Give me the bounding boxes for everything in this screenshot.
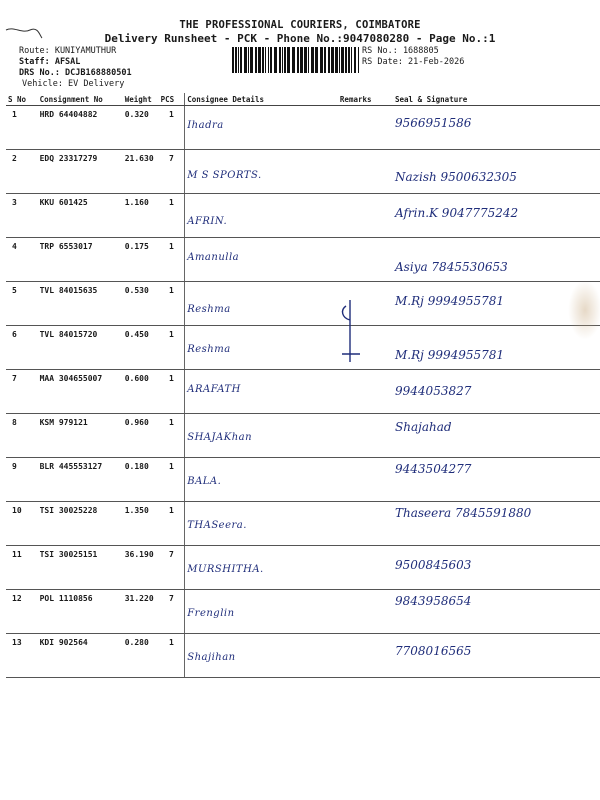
- row-pcs-cell: [159, 326, 185, 370]
- row-consignee: SHAJAKhan: [187, 432, 253, 443]
- row-pcs-cell: [159, 370, 185, 414]
- row-weight-cell: [123, 326, 159, 370]
- col-consignee: Consignee Details: [185, 93, 338, 106]
- row-consignment-no-cell: [38, 326, 123, 370]
- barcode-bar: [345, 47, 347, 73]
- row-sno: 1: [12, 110, 17, 119]
- row-weight: 36.190: [124, 550, 154, 559]
- row-sno: 7: [12, 374, 17, 383]
- row-pcs: 1: [168, 638, 174, 647]
- row-consignment-no-cell: [38, 106, 123, 150]
- barcode-bar: [297, 47, 299, 73]
- table-row: [6, 194, 600, 238]
- barcode-bar: [341, 47, 344, 73]
- row-pcs: 1: [168, 198, 174, 207]
- row-consignment-no: TVL 84015720: [39, 330, 98, 339]
- row-pcs-cell: [159, 150, 185, 194]
- row-signature-cell: [393, 546, 600, 590]
- row-sno-cell: [6, 238, 38, 282]
- barcode-image: [232, 47, 360, 73]
- row-remarks-cell: [338, 546, 393, 590]
- row-weight-cell: [123, 634, 159, 678]
- row-sno: 5: [12, 286, 17, 295]
- route-label: Route: KUNIYAMUTHUR: [19, 46, 117, 56]
- barcode-bar: [238, 47, 239, 73]
- row-remarks-cell: [338, 194, 393, 238]
- row-consignee-cell: [185, 106, 338, 150]
- row-pcs: 1: [168, 374, 174, 383]
- row-consignment-no-cell: [38, 546, 123, 590]
- vehicle-label: Vehicle: EV Delivery: [22, 79, 125, 89]
- row-weight-cell: [123, 282, 159, 326]
- row-consignment-no-cell: [38, 370, 123, 414]
- row-consignee-cell: [185, 238, 338, 282]
- table-row: [6, 150, 600, 194]
- row-pcs-cell: [159, 634, 185, 678]
- col-remarks: Remarks: [338, 93, 393, 106]
- row-pcs-cell: [159, 106, 185, 150]
- table-row: [6, 282, 600, 326]
- row-signature: 9443504277: [395, 462, 472, 476]
- row-consignment-no: KSM 979121: [39, 418, 88, 427]
- row-signature: 7708016565: [395, 644, 472, 658]
- row-consignee: AFRIN.: [187, 216, 228, 227]
- row-weight-cell: [123, 502, 159, 546]
- row-remarks-cell: [338, 590, 393, 634]
- table-row: [6, 106, 600, 150]
- row-consignee-cell: [185, 326, 338, 370]
- barcode-bar: [287, 47, 290, 73]
- row-signature-cell: [393, 370, 600, 414]
- table-row: [6, 634, 600, 678]
- col-consignment: Consignment No: [38, 93, 123, 106]
- row-weight-cell: [123, 458, 159, 502]
- col-signature: Seal & Signature: [393, 93, 600, 106]
- barcode-bar: [358, 47, 359, 73]
- rs-date: RS Date: 21-Feb-2026: [362, 57, 465, 67]
- row-consignment-no: POL 1110856: [39, 594, 93, 603]
- row-signature: 9500845603: [395, 558, 472, 572]
- row-consignment-no: TRP 6553017: [39, 242, 93, 251]
- row-pcs-cell: [159, 458, 185, 502]
- row-weight-cell: [123, 194, 159, 238]
- row-consignment-no: TVL 84015635: [39, 286, 98, 295]
- row-signature: Afrin.K 9047775242: [395, 206, 519, 220]
- barcode-bar: [331, 47, 334, 73]
- remarks-bracket-mark: [336, 296, 366, 366]
- row-pcs: 1: [168, 242, 174, 251]
- row-weight-cell: [123, 106, 159, 150]
- barcode-bar: [304, 47, 307, 73]
- row-signature-cell: [393, 194, 600, 238]
- row-consignee-cell: [185, 194, 338, 238]
- row-signature-cell: [393, 238, 600, 282]
- row-consignment-no: TSI 30025228: [39, 506, 98, 515]
- row-sno-cell: [6, 194, 38, 238]
- col-sno: S No: [6, 93, 38, 106]
- row-consignment-no: EDQ 23317279: [39, 154, 98, 163]
- row-consignee: MURSHITHA.: [187, 564, 264, 575]
- row-consignee-cell: [185, 590, 338, 634]
- row-consignment-no: HRD 64404882: [39, 110, 98, 119]
- row-pcs: 7: [168, 550, 174, 559]
- barcode-bar: [270, 47, 272, 73]
- barcode-bar: [320, 47, 323, 73]
- row-consignment-no: KKU 601425: [39, 198, 88, 207]
- row-pcs: 1: [168, 462, 174, 471]
- row-signature-cell: [393, 634, 600, 678]
- row-pcs-cell: [159, 546, 185, 590]
- row-sno: 2: [12, 154, 17, 163]
- table-header-row: [6, 93, 600, 106]
- row-remarks-cell: [338, 370, 393, 414]
- row-signature: Nazish 9500632305: [395, 170, 517, 184]
- row-sno: 4: [12, 242, 17, 251]
- row-weight-cell: [123, 414, 159, 458]
- row-weight: 0.320: [124, 110, 149, 119]
- row-pcs: 1: [168, 286, 174, 295]
- row-weight: 31.220: [124, 594, 154, 603]
- row-signature: Shajahad: [395, 420, 452, 434]
- row-signature-cell: [393, 150, 600, 194]
- row-consignment-no: TSI 30025151: [39, 550, 98, 559]
- row-remarks-cell: [338, 106, 393, 150]
- row-consignment-no-cell: [38, 282, 123, 326]
- barcode-bar: [248, 47, 249, 73]
- row-sno: 12: [12, 594, 22, 603]
- table-row: [6, 502, 600, 546]
- table-row: [6, 458, 600, 502]
- row-pcs-cell: [159, 238, 185, 282]
- row-consignee: Amanulla: [187, 252, 240, 263]
- row-consignee-cell: [185, 370, 338, 414]
- row-signature-cell: [393, 502, 600, 546]
- row-sno: 10: [12, 506, 22, 515]
- barcode-bar: [279, 47, 281, 73]
- row-signature: 9944053827: [395, 384, 472, 398]
- row-consignee-cell: [185, 150, 338, 194]
- row-pcs: 7: [168, 154, 174, 163]
- row-sno-cell: [6, 634, 38, 678]
- row-weight-cell: [123, 238, 159, 282]
- row-pcs-cell: [159, 590, 185, 634]
- row-sno: 3: [12, 198, 17, 207]
- row-signature-cell: [393, 106, 600, 150]
- row-sno-cell: [6, 590, 38, 634]
- row-weight: 0.175: [124, 242, 149, 251]
- barcode-bar: [348, 47, 350, 73]
- barcode-bar: [258, 47, 261, 73]
- row-consignment-no: KDI 902564: [39, 638, 88, 647]
- row-weight: 0.600: [124, 374, 149, 383]
- row-sno-cell: [6, 414, 38, 458]
- barcode-bar: [308, 47, 309, 73]
- barcode-bar: [300, 47, 303, 73]
- row-consignee: Ihadra: [187, 120, 224, 131]
- row-consignee-cell: [185, 414, 338, 458]
- table-row: [6, 590, 600, 634]
- row-consignment-no: BLR 445553127: [39, 462, 103, 471]
- row-consignment-no: MAA 304655007: [39, 374, 103, 383]
- row-remarks-cell: [338, 414, 393, 458]
- row-remarks-cell: [338, 458, 393, 502]
- barcode-bar: [244, 47, 247, 73]
- row-pcs: 1: [168, 506, 174, 515]
- row-weight: 1.350: [124, 506, 149, 515]
- row-sno-cell: [6, 326, 38, 370]
- row-weight: 0.960: [124, 418, 149, 427]
- barcode-bar: [335, 47, 338, 73]
- row-pcs-cell: [159, 502, 185, 546]
- barcode-bar: [328, 47, 330, 73]
- row-consignee: THASeera.: [187, 520, 247, 531]
- row-consignee: ARAFATH: [187, 384, 241, 395]
- barcode-bar: [232, 47, 234, 73]
- row-pcs: 7: [168, 594, 174, 603]
- row-consignment-no-cell: [38, 458, 123, 502]
- row-sno-cell: [6, 150, 38, 194]
- row-signature: 9566951586: [395, 116, 472, 130]
- barcode-bar: [250, 47, 253, 73]
- table-row: [6, 326, 600, 370]
- row-consignee: Shajihan: [187, 652, 236, 663]
- row-signature-cell: [393, 590, 600, 634]
- row-signature-cell: [393, 458, 600, 502]
- drs-number: DRS No.: DCJB168880501: [19, 68, 132, 78]
- table-row: [6, 414, 600, 458]
- runsheet-table: [6, 93, 600, 678]
- row-weight: 0.280: [124, 638, 149, 647]
- row-weight: 0.530: [124, 286, 149, 295]
- row-sno-cell: [6, 458, 38, 502]
- row-consignment-no-cell: [38, 194, 123, 238]
- row-signature: M.Rj 9994955781: [395, 294, 505, 308]
- row-signature: Thaseera 7845591880: [395, 506, 532, 520]
- barcode-bar: [311, 47, 314, 73]
- row-weight: 0.180: [124, 462, 149, 471]
- row-sno: 13: [12, 638, 22, 647]
- row-sno-cell: [6, 502, 38, 546]
- table-row: [6, 370, 600, 414]
- barcode-bar: [235, 47, 237, 73]
- row-pcs-cell: [159, 282, 185, 326]
- row-consignment-no-cell: [38, 590, 123, 634]
- row-consignment-no-cell: [38, 238, 123, 282]
- row-consignee: BALA.: [187, 476, 222, 487]
- runsheet-subtitle: Delivery Runsheet - PCK - Phone No.:9047080280 - Page No.:1: [104, 32, 496, 45]
- col-pcs: PCS: [159, 93, 185, 106]
- corner-scribble: [4, 24, 44, 44]
- row-weight-cell: [123, 370, 159, 414]
- barcode-bar: [282, 47, 283, 73]
- row-consignment-no-cell: [38, 414, 123, 458]
- barcode-bar: [284, 47, 286, 73]
- row-consignee: M S SPORTS.: [187, 170, 262, 181]
- row-consignee-cell: [185, 282, 338, 326]
- row-weight-cell: [123, 150, 159, 194]
- row-pcs: 1: [168, 110, 174, 119]
- row-weight: 1.160: [124, 198, 149, 207]
- row-consignee: Frenglin: [187, 608, 235, 619]
- rs-number: RS No.: 1688805: [362, 46, 439, 56]
- barcode-bar: [315, 47, 318, 73]
- col-weight: Weight: [123, 93, 159, 106]
- row-weight-cell: [123, 590, 159, 634]
- row-sno: 9: [12, 462, 17, 471]
- row-consignee: Reshma: [187, 304, 231, 315]
- row-consignee-cell: [185, 546, 338, 590]
- row-sno-cell: [6, 106, 38, 150]
- row-sno: 6: [12, 330, 17, 339]
- row-consignee-cell: [185, 458, 338, 502]
- barcode-bar: [268, 47, 269, 73]
- row-pcs: 1: [168, 418, 174, 427]
- row-sno: 11: [12, 550, 22, 559]
- staff-label: Staff: AFSAL: [19, 57, 81, 67]
- barcode-bar: [255, 47, 257, 73]
- row-weight-cell: [123, 546, 159, 590]
- barcode-bar: [292, 47, 295, 73]
- row-consignment-no-cell: [38, 150, 123, 194]
- row-pcs: 1: [168, 330, 174, 339]
- row-remarks-cell: [338, 502, 393, 546]
- row-signature: Asiya 7845530653: [395, 260, 508, 274]
- barcode-bar: [354, 47, 356, 73]
- table-row: [6, 238, 600, 282]
- barcode-bar: [339, 47, 340, 73]
- row-consignment-no-cell: [38, 634, 123, 678]
- row-sno: 8: [12, 418, 17, 427]
- row-remarks-cell: [338, 634, 393, 678]
- company-title: THE PROFESSIONAL COURIERS, COIMBATORE: [179, 19, 421, 31]
- paper-stain: [568, 280, 600, 340]
- barcode-bar: [274, 47, 277, 73]
- row-sno-cell: [6, 546, 38, 590]
- row-remarks-cell: [338, 238, 393, 282]
- row-sno-cell: [6, 282, 38, 326]
- barcode-bar: [265, 47, 266, 73]
- row-consignee-cell: [185, 634, 338, 678]
- row-pcs-cell: [159, 194, 185, 238]
- row-remarks-cell: [338, 150, 393, 194]
- row-signature: 9843958654: [395, 594, 472, 608]
- barcode-bar: [324, 47, 326, 73]
- barcode-bar: [262, 47, 264, 73]
- row-pcs-cell: [159, 414, 185, 458]
- row-weight: 0.450: [124, 330, 149, 339]
- barcode-bar: [351, 47, 352, 73]
- barcode-bar: [240, 47, 242, 73]
- table-row: [6, 546, 600, 590]
- row-signature: M.Rj 9994955781: [395, 348, 505, 362]
- row-sno-cell: [6, 370, 38, 414]
- row-consignee: Reshma: [187, 344, 231, 355]
- row-consignee-cell: [185, 502, 338, 546]
- row-signature-cell: [393, 414, 600, 458]
- row-weight: 21.630: [124, 154, 154, 163]
- row-consignment-no-cell: [38, 502, 123, 546]
